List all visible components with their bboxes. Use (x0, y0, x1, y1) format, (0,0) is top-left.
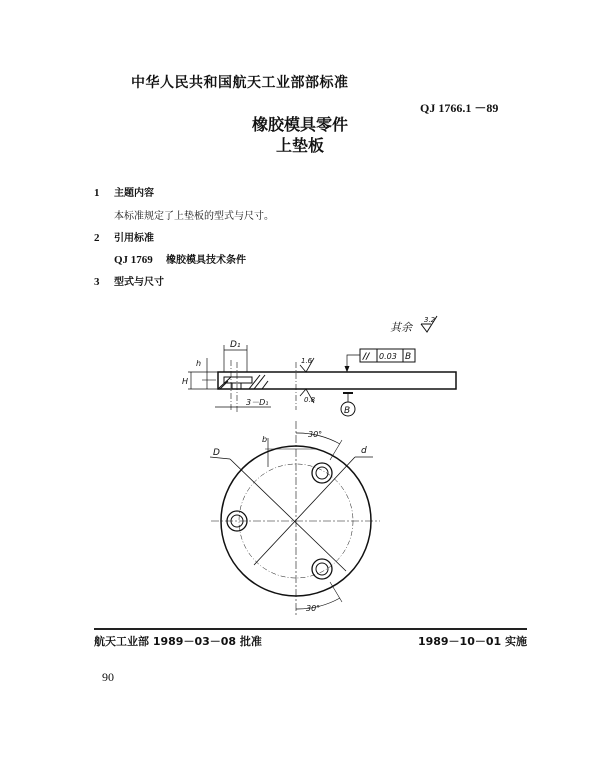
roughness-top: 1.6 (301, 357, 313, 365)
document-title: 橡胶模具零件 (251, 115, 348, 134)
section-2-heading: 2 引用标准 (94, 232, 154, 244)
footer-divider (94, 628, 527, 630)
dim-H-label: H (182, 377, 189, 386)
hole-d-label: d (361, 446, 367, 456)
dim-b-label: b (262, 435, 268, 444)
dim-holes-label: 3－D₁ (246, 398, 269, 407)
surface-note: 其余 (390, 321, 412, 334)
standard-number: QJ 1766.1 －89 (420, 101, 499, 115)
roughness-default: 3.2 (424, 316, 436, 324)
section-2-reference: QJ 1769 橡胶模具技术条件 (114, 254, 246, 266)
roughness-bottom: 0.8 (304, 396, 316, 404)
angle-bottom-label: 30° (306, 604, 321, 613)
section-3-heading: 3 型式与尺寸 (94, 276, 164, 288)
section-1-body: 本标准规定了上垫板的型式与尺寸。 (114, 211, 274, 222)
dim-h-label: h (196, 359, 202, 368)
tolerance-value: 0.03 (379, 352, 397, 361)
plate-side-view (218, 372, 456, 389)
document-subtitle: 上垫板 (275, 136, 324, 155)
tolerance-datum: B (405, 352, 412, 362)
effective-date: 1989－10－01 实施 (417, 635, 527, 648)
page-number: 90 (102, 670, 114, 684)
diameter-D-label: D (213, 448, 220, 458)
datum-b-label: B (344, 406, 351, 416)
dim-d1-label: D₁ (230, 340, 241, 350)
angle-top-label: 30° (308, 430, 323, 439)
issuing-organization: 中华人民共和国航天工业部部标准 (131, 75, 349, 91)
tolerance-symbol: // (363, 352, 370, 362)
section-1-heading: 1 主题内容 (94, 187, 154, 199)
approval-date: 航天工业部 1989－03－08 批准 (94, 635, 262, 648)
